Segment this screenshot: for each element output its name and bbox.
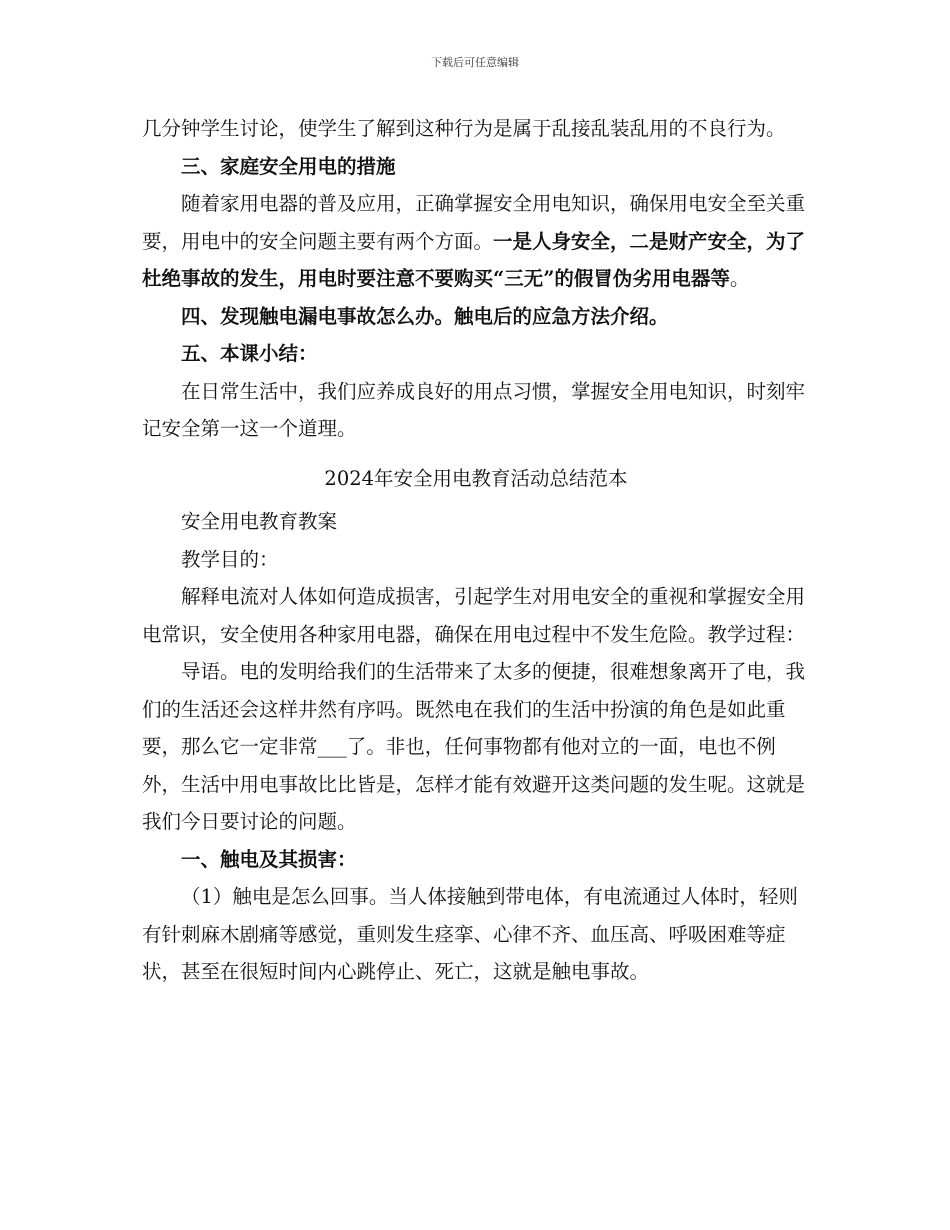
paragraph: 安全用电教育教案 [181,510,338,533]
paragraph-text: 随着家用电器的普及应用，正确掌握安全用电知识，确保用电安全至关重要，用电中的安全问题主要有两个方面。 [142,192,806,253]
paragraph-bold-text: 一是人身安全，二是财产安全，为了杜绝事故的发生，用电时要注意不要购买“三无”的假冒伪劣用电器等 [142,229,806,290]
section-heading: 四、发现触电漏电事故怎么办。触电后的应急方法介绍。 [181,304,669,328]
paragraph: 几分钟学生讨论，使学生了解到这种行为是属于乱接乱装乱用的不良行为。 [142,117,786,140]
paragraph [142,185,810,298]
page-header: 下载后可任意编辑 [431,56,519,69]
paragraph: 教学目的： [181,547,279,571]
paragraph-text: 。 [729,267,750,290]
paragraph: 导语。电的发明给我们的生活带来了太多的便捷，很难想象离开了电，我们的生活还会这样井然有序吗。既然电在我们的生活中扮演的角色是如此重要，那么它一定非常___了。非也，任何事物都有他对立的一面，电也不例外，生活中用电事故比比皆是，怎样才能有效避开这类问题的发生呢。这就是我们今日要讨论的问题。 [142,660,806,833]
section-heading: 三、家庭安全用电的措施 [181,154,396,178]
document-body [142,110,810,991]
paragraph: （1）触电是怎么回事。当人体接触到带电体，有电流通过人体时，轻则有针刺麻木剧痛等感觉，重则发生痉挛、心律不齐、血压高、呼吸困难等症状，甚至在很短时间内心跳停止、死亡，这就是触电事故。 [142,885,798,983]
section-heading: 一、触电及其损害： [181,847,357,871]
paragraph: 在日常生活中，我们应养成良好的用点习惯，掌握安全用电知识，时刻牢记安全第一这一个道理。 [142,379,806,440]
section-heading: 五、本课小结： [181,342,318,365]
paragraph: 解释电流对人体如何造成损害，引起学生对用电安全的重视和掌握安全用电常识，安全使用各种家用电器，确保在用电过程中不发生危险。教学过程： [142,585,806,646]
document-title: 2024年安全用电教育活动总结范本 [324,466,628,490]
